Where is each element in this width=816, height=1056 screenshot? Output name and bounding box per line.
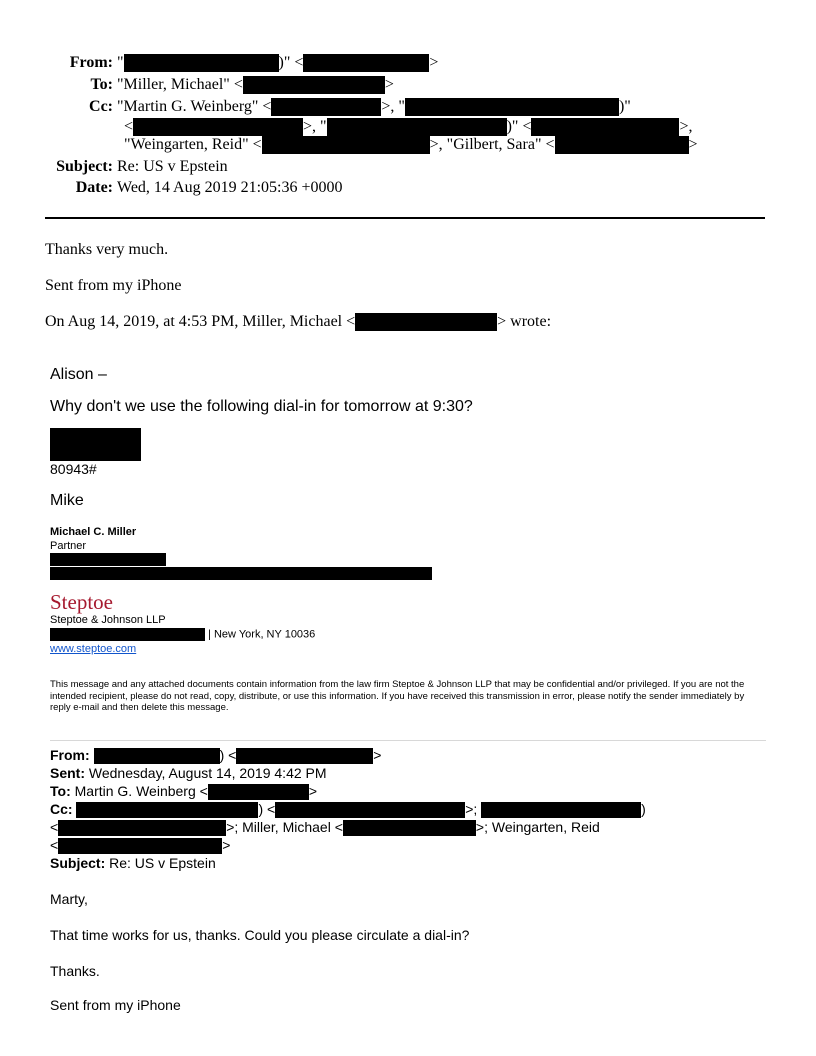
subject-value: Re: US v Epstein [117,158,228,175]
forward-divider [50,740,766,741]
header-subject-row [0,157,228,177]
redaction-block [50,567,432,580]
steptoe-logo: Steptoe [50,590,113,614]
redaction-block [50,553,166,566]
fwd-cc-row: Cc: ) < >; ) [50,801,646,817]
fwd-cc-row-3: < > [50,837,231,853]
to-label: To: [90,76,113,93]
redaction-block [343,820,476,836]
date-value: Wed, 14 Aug 2019 21:05:36 +0000 [117,179,343,196]
header-cc-row-3: "Weingarten, Reid" < >, "Gilbert, Sara" < > [124,136,698,153]
fwd-from-row: From: ) < > [50,747,382,763]
header-date-row [0,178,343,198]
quoted-sign: Mike [50,492,84,509]
redaction-block [327,118,507,136]
redaction-block [405,98,619,116]
redaction-block [243,76,385,94]
quoted-line1: Why don't we use the following dial-in for tomorrow at 9:30? [50,398,473,415]
header-cc-row-2: < >, " )" < >, [124,118,693,135]
cc-label: Cc: [89,98,113,115]
header-from-row: From: " )" < > [0,53,438,73]
redaction-block [531,118,679,136]
redaction-block [208,784,309,800]
signature-title: Partner [50,540,87,552]
header-to-row: To: "Miller, Michael" < > [0,75,394,95]
from-label: From: [69,54,113,71]
redaction-block [303,54,429,72]
firm-address: | New York, NY 10036 [50,628,315,641]
redaction-block [50,428,141,461]
fwd-subject-row: Subject: Re: US v Epstein [50,855,216,871]
redaction-block [58,820,226,836]
signature-name: Michael C. Miller [50,526,137,538]
redaction-block [58,838,222,854]
redaction-block [50,628,205,641]
redaction-block [124,54,279,72]
fwd-body: That time works for us, thanks. Could you please circulate a dial-in? [50,927,470,943]
redaction-block [271,98,381,116]
redaction-block [481,802,641,818]
subject-label: Subject: [56,158,113,175]
redaction-block [94,748,220,764]
redaction-block [275,802,465,818]
fwd-salutation: Marty, [50,891,88,907]
header-cc-row: Cc: "Martin G. Weinberg" < >, " )" [0,97,631,117]
fwd-to-row: To: Martin G. Weinberg < > [50,783,317,799]
fwd-thanks: Thanks. [50,963,100,979]
date-label: Date: [75,179,113,196]
reply-wrote-line: On Aug 14, 2019, at 4:53 PM, Miller, Michael < > wrote: [45,313,552,330]
dial-code: 80943# [50,461,97,477]
redaction-block [76,802,258,818]
quoted-greeting: Alison – [50,366,107,383]
redaction-block [262,136,430,154]
disclaimer: This message and any attached documents contain information from the law firm Steptoe & Johnson LLP that may be confidential and/or privileged. If you are not the intended recipient, please do not read, copy, distribute, or use this information. If you have received this transmission in error, please notify the sender immediately by reply e-mail and then delete this message. [50,679,745,713]
firm-name: Steptoe & Johnson LLP [50,614,166,626]
header-divider [45,217,765,219]
reply-sent-from: Sent from my iPhone [45,277,182,294]
reply-thanks: Thanks very much. [45,241,169,258]
fwd-sent-row: Sent: Wednesday, August 14, 2019 4:42 PM [50,765,327,781]
redaction-block [355,313,497,331]
fwd-sent-from: Sent from my iPhone [50,997,181,1013]
redaction-block [133,118,303,136]
website-link[interactable]: www.steptoe.com [50,643,137,655]
redaction-block [555,136,689,154]
redaction-block [236,748,373,764]
fwd-cc-row-2: < >; Miller, Michael < >; Weingarten, Reid [50,819,600,835]
